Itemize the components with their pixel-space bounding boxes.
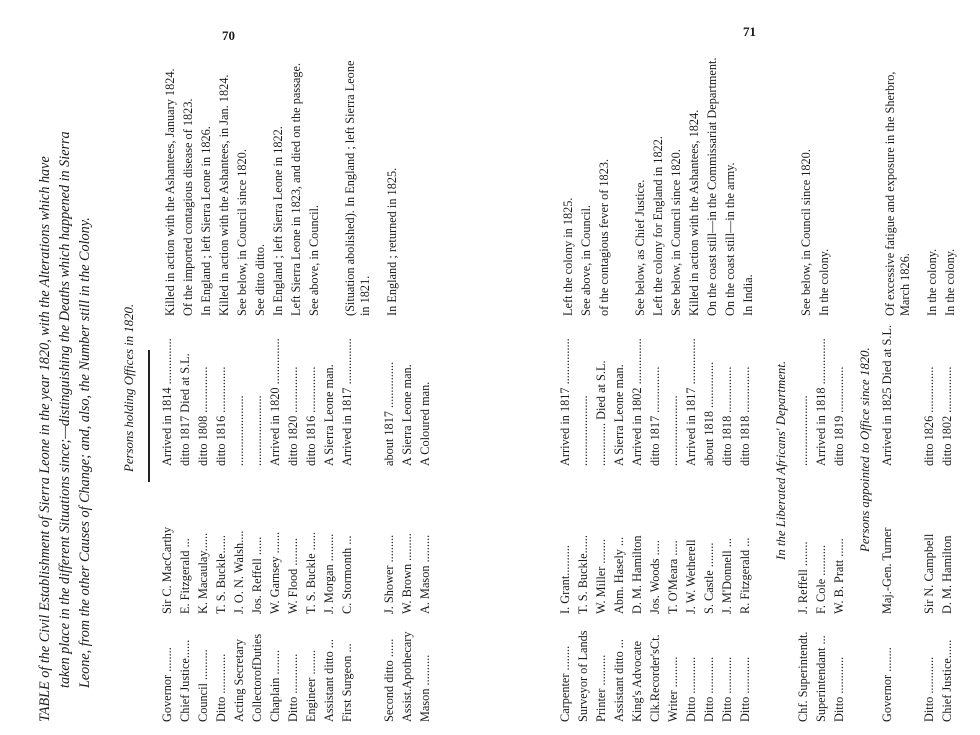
- name-cell: J. M'Donnell ...: [720, 538, 734, 614]
- office-cell: Assist.Apothecary: [400, 631, 414, 722]
- arrival-cell: A Sierra Leone man.: [400, 364, 414, 466]
- section-heading-liberated: In the Liberated Africans' Department.: [774, 360, 788, 560]
- name-cell: F. Cole ..........: [814, 544, 828, 614]
- name-cell: D. M. Hamilton: [630, 535, 644, 614]
- table-row: [832, 316, 849, 722]
- name-cell: T. O'Meara .....: [666, 540, 680, 614]
- arrival-cell: .......................: [796, 395, 810, 466]
- remark-cell: In England ; returned in 1825.: [385, 167, 399, 316]
- table-row: [558, 197, 575, 722]
- office-cell: Acting Secretary: [232, 639, 246, 722]
- arrival-cell: Arrived in 1820 ...............: [268, 338, 282, 466]
- table-row: [720, 162, 737, 722]
- name-cell: K. Macaulay......: [196, 532, 210, 614]
- name-cell: Maj.-Gen. Turner: [880, 527, 894, 614]
- arrival-cell: Arrived in 1825 Died at S.L.: [880, 324, 894, 466]
- office-cell: Ditto ............: [738, 656, 752, 722]
- table-row: [702, 57, 719, 722]
- remark-cell: Left the colony for England in 1822.: [651, 136, 665, 316]
- heading-rule: [148, 350, 150, 482]
- office-cell: Chf. Superintendt.: [796, 631, 810, 722]
- name-cell: Abm. Hasely ...: [612, 536, 626, 614]
- table-title-line-3: Leone, from the other Causes of Change; and, also, the Number still in the Colony.: [77, 217, 93, 688]
- table-row: [576, 205, 593, 722]
- table-row: [400, 316, 417, 722]
- remark-cell: Killed in action with the Ashantees, January 1824.: [163, 68, 177, 316]
- table-row: [160, 68, 177, 722]
- table-row: [684, 110, 701, 722]
- remark-cell: On the coast still—in the army.: [723, 162, 737, 316]
- office-cell: Superintendant ...: [814, 635, 828, 722]
- remark-cell: On the coast still—in the Commissariat Department.: [705, 57, 719, 316]
- arrival-cell: Arrived in 1802 ...............: [630, 338, 644, 466]
- arrival-cell: ditto 1820 ...............: [286, 366, 300, 466]
- arrival-cell: ditto 1816 ...............: [214, 366, 228, 466]
- arrival-cell: ditto 1817 Died at S.L.: [178, 353, 192, 466]
- office-cell: Clk.Recorder'sCt.: [648, 634, 662, 722]
- name-cell: Sir C. MacCarthy: [160, 526, 174, 614]
- name-cell: T. S. Buckle......: [214, 534, 228, 614]
- name-cell: J. Reffell ........: [796, 541, 810, 614]
- name-cell: I. Grant..........: [558, 545, 572, 614]
- remark-cell: See ditto ditto.: [253, 243, 267, 316]
- office-cell: Surveyor of Lands: [576, 630, 590, 722]
- name-cell: J. O. N. Walsh....: [232, 530, 246, 614]
- name-cell: J. W. Wetherell: [684, 539, 698, 614]
- remark-cell: In England ; left Sierra Leone in 1826.: [199, 126, 213, 316]
- office-cell: Chaplain ........: [268, 649, 282, 722]
- arrival-cell: ditto 1816 ...............: [304, 366, 318, 466]
- name-cell: Jos. Woods .....: [648, 540, 662, 614]
- table-title-line-1: TABLE of the Civil Establishment of Sierra Leone in the year 1820, with the Alterations which have: [37, 156, 53, 722]
- table-row: [232, 149, 249, 722]
- name-cell: Jos. Reffell ......: [250, 536, 264, 614]
- remark-cell: Of the imported contagious disease of 1823.: [181, 98, 195, 316]
- table-row: [268, 126, 285, 722]
- remark-cell: In the colony.: [943, 248, 957, 316]
- office-cell: Ditto ............: [720, 656, 734, 722]
- table-row: [304, 205, 321, 722]
- arrival-cell: ditto 1826 ...............: [922, 366, 936, 466]
- table-row: [286, 63, 303, 722]
- name-cell: D. M. Hamilton: [940, 535, 954, 614]
- remark-cell: in 1821.: [358, 275, 372, 316]
- table-row: [922, 249, 939, 722]
- name-cell: A. Mason .........: [418, 534, 432, 614]
- arrival-cell: A Sierra Leone man.: [322, 364, 336, 466]
- arrival-cell: about 1817 ...............: [382, 361, 396, 466]
- remark-cell: In India.: [741, 274, 755, 316]
- office-cell: CollectorofDuties: [250, 633, 264, 722]
- arrival-cell: about 1818 ...............: [702, 361, 716, 466]
- table-row: [880, 72, 897, 723]
- table-row: [322, 316, 339, 722]
- table-row: [214, 75, 231, 722]
- office-cell: Assistant ditto ...: [612, 638, 626, 722]
- office-cell: King's Advocate: [630, 640, 644, 722]
- remark-cell: Killed in action with the Ashantees, 1824.: [687, 109, 701, 316]
- remark-cell: Of excessive fatigue and exposure in the Sherbro,: [883, 71, 897, 316]
- section-heading-appointed: Persons appointed to Office since 1820.: [858, 347, 872, 552]
- table-row: [648, 136, 665, 722]
- remark-cell: In England ; left Sierra Leone in 1822.: [271, 126, 285, 316]
- remark-cell: Left the colony in 1825.: [561, 197, 575, 316]
- office-cell: Ditto ............: [702, 656, 716, 722]
- arrival-cell: ditto 1802 ...............: [940, 366, 954, 466]
- office-cell: Ditto ............: [922, 656, 936, 722]
- table-row: [178, 98, 195, 722]
- arrival-cell: .......................: [232, 395, 246, 466]
- name-cell: S. Castle ........: [702, 542, 716, 614]
- page-number-left: 70: [222, 28, 235, 43]
- remark-cell: See below, in Council since 1820.: [669, 149, 683, 316]
- arrival-cell: ditto 1819 ...............: [832, 366, 846, 466]
- name-cell: W. B. Pratt ......: [832, 538, 846, 614]
- remark-cell: See below, as Chief Justice.: [633, 179, 647, 316]
- name-cell: Sir N. Campbell: [922, 533, 936, 614]
- office-cell: Council ..........: [196, 649, 210, 722]
- name-cell: W. Brown .........: [400, 533, 414, 614]
- remark-cell: (Situation abolished). In England ; left Sierra Leone: [343, 60, 357, 316]
- name-cell: E. Fitzgerald ...: [178, 538, 192, 614]
- office-cell: Ditto ............: [832, 656, 846, 722]
- table-row: [940, 249, 957, 722]
- remark-cell: See above, in Council.: [579, 205, 593, 316]
- table-row: [250, 244, 267, 722]
- table-row: [738, 274, 755, 722]
- table-row: [340, 61, 357, 722]
- name-cell: T. S. Buckle ......: [304, 531, 318, 614]
- name-cell: R. Fitzgerald ...: [738, 537, 752, 614]
- table-row: [630, 180, 647, 723]
- arrival-cell: Arrived in 1814 ...............: [160, 338, 174, 466]
- arrival-cell: Arrived in 1817 ...............: [684, 338, 698, 466]
- arrival-cell: .......................: [250, 395, 264, 466]
- office-cell: Engineer ........: [304, 649, 318, 722]
- office-cell: Second ditto ......: [382, 638, 396, 722]
- table-row: [612, 316, 629, 722]
- office-cell: First Surgeon ...: [340, 643, 354, 722]
- arrival-cell: Arrived in 1818 ...............: [814, 338, 828, 466]
- remark-cell: See below, in Council since 1820.: [799, 149, 813, 316]
- arrival-cell: A Coloured man.: [418, 381, 432, 466]
- name-cell: T. S. Buckle......: [576, 534, 590, 614]
- table-row: [196, 126, 213, 722]
- remark-cell: In the colony.: [925, 248, 939, 316]
- name-cell: W. Miller ........: [594, 538, 608, 614]
- table-row: [358, 276, 372, 722]
- arrival-cell: ditto 1818 ...............: [738, 366, 752, 466]
- remark-cell: See below, in Council since 1820.: [235, 149, 249, 316]
- table-row: [814, 249, 831, 722]
- remark-cell: March 1826.: [898, 253, 912, 316]
- table-row: [418, 316, 435, 722]
- table-row: [382, 168, 399, 722]
- name-cell: J. Shower .........: [382, 534, 396, 614]
- arrival-cell: .......................: [576, 395, 590, 466]
- office-cell: Assistant ditto ...: [322, 638, 336, 722]
- remark-cell: Killed in action with the Ashantees, in Jan. 1824.: [217, 74, 231, 316]
- arrival-cell: Arrived in 1817 ...............: [340, 338, 354, 466]
- office-cell: Governor ........: [880, 647, 894, 722]
- remark-cell: In the colony.: [817, 248, 831, 316]
- office-cell: Carpenter ........: [558, 645, 572, 722]
- arrival-cell: .............. Died at S.L.: [594, 360, 608, 466]
- office-cell: Writer ..........: [666, 656, 680, 722]
- name-cell: J. Morgan .........: [322, 533, 336, 614]
- office-cell: Ditto .............: [286, 653, 300, 722]
- page-number-right: 71: [743, 24, 756, 39]
- arrival-cell: A Sierra Leone man.: [612, 364, 626, 466]
- office-cell: Chief Justice......: [178, 639, 192, 722]
- arrival-cell: ditto 1817 ...............: [648, 366, 662, 466]
- name-cell: W. Flood .........: [286, 537, 300, 614]
- table-row: [796, 149, 813, 722]
- remark-cell: of the contagious fever of 1823.: [597, 158, 611, 316]
- office-cell: Chief Justice......: [940, 639, 954, 722]
- table-row: [594, 159, 611, 722]
- office-cell: Printer ..........: [594, 654, 608, 722]
- office-cell: Ditto ............: [684, 656, 698, 722]
- arrival-cell: Arrived in 1817 ...............: [558, 338, 572, 466]
- arrival-cell: ditto 1818 ...............: [720, 366, 734, 466]
- remark-cell: See above, in Council.: [307, 205, 321, 316]
- arrival-cell: ditto 1808 ...............: [196, 366, 210, 466]
- name-cell: W. Garnsey .......: [268, 531, 282, 614]
- office-cell: Ditto .............: [214, 653, 228, 722]
- table-row: [898, 253, 912, 722]
- office-cell: Mason ..........: [418, 654, 432, 722]
- office-cell: Governor ........: [160, 647, 174, 722]
- table-row: [666, 149, 683, 722]
- section-heading-1820: Persons holding Offices in 1820.: [122, 303, 136, 472]
- arrival-cell: .......................: [666, 395, 680, 466]
- name-cell: C. Stormonth ...: [340, 535, 354, 614]
- table-title-line-2: taken place in the different Situations since;—distinguishing the Deaths which happened in Sierra: [57, 131, 73, 688]
- remark-cell: Left Sierra Leone in 1823, and died on the passage.: [289, 62, 303, 316]
